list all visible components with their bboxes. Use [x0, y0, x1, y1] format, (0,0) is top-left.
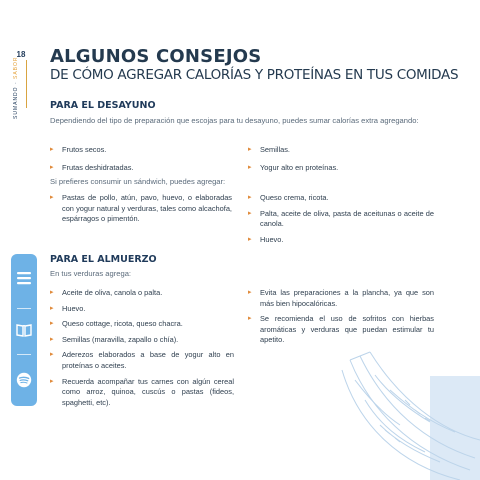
page-subtitle: DE CÓMO AGREGAR CALORÍAS Y PROTEÍNAS EN TUS COMIDAS [50, 67, 459, 83]
side-section-label [13, 56, 19, 119]
list-item: ▸ Frutos secos. [50, 145, 230, 156]
section-heading-desayuno: PARA EL DESAYUNO [50, 100, 156, 111]
desayuno-list-right [248, 145, 434, 178]
almuerzo-list-left [50, 288, 234, 413]
list-item: ▸ Palta, aceite de oliva, pasta de aceitunas o aceite de canola. [248, 209, 434, 230]
list-item: ▸ Frutas deshidratadas. [50, 163, 230, 174]
toolbar-divider [17, 308, 31, 309]
list-item: ▸ Se recomienda el uso de sofritos con hierbas aromáticas y verduras que puedan estimular tu apetito. [248, 314, 434, 346]
side-toolbar [11, 254, 37, 406]
page-number: 18 [16, 50, 26, 59]
menu-icon[interactable] [16, 270, 32, 286]
book-icon[interactable] [16, 322, 32, 338]
section-heading-almuerzo: PARA EL ALMUERZO [50, 254, 157, 265]
banana-illustration [330, 330, 480, 480]
list-item: ▸ Queso cottage, ricota, queso chacra. [50, 319, 234, 330]
list-item: ▸ Semillas. [248, 145, 434, 156]
list-item: ▸ Huevo. [248, 235, 434, 246]
sandwich-list-right [248, 193, 434, 250]
list-item: ▸ Queso crema, ricota. [248, 193, 434, 204]
sandwich-list-left [50, 193, 232, 230]
desayuno-list-left [50, 145, 230, 178]
almuerzo-intro: En tus verduras agrega: [50, 269, 132, 278]
side-accent-line [26, 60, 27, 108]
list-item: ▸ Recuerda acompañar tus carnes con algún cereal como arroz, quinoa, cuscús o pastas (fideos, spaghetti, etc). [50, 377, 234, 409]
spotify-icon[interactable] [16, 372, 32, 388]
list-item: ▸ Huevo. [50, 304, 234, 315]
list-item: ▸ Aceite de oliva, canola o palta. [50, 288, 234, 299]
list-item: ▸ Aderezos elaborados a base de yogur alto en proteínas o aceites. [50, 350, 234, 371]
list-item: ▸ Pastas de pollo, atún, pavo, huevo, o elaboradas con yogur natural y verduras, tales como alcachofa, espárragos o pimentón. [50, 193, 232, 225]
list-item: ▸ Yogur alto en proteínas. [248, 163, 434, 174]
side-label-dot: · [13, 78, 19, 85]
toolbar-divider [17, 354, 31, 355]
page-title: ALGUNOS CONSEJOS [50, 46, 262, 67]
list-item: ▸ Semillas (maravilla, zapallo o chía). [50, 335, 234, 346]
sandwich-intro: Si prefieres consumir un sándwich, puedes agregar: [50, 177, 226, 186]
list-item: ▸ Evita las preparaciones a la plancha, ya que son más bien hipocalóricas. [248, 288, 434, 309]
desayuno-intro: Dependiendo del tipo de preparación que escojas para tu desayuno, puedes sumar calorías extra agregando: [50, 116, 419, 125]
side-label-a: SUMANDO [13, 86, 19, 119]
side-label-b: SABOR [13, 56, 19, 79]
